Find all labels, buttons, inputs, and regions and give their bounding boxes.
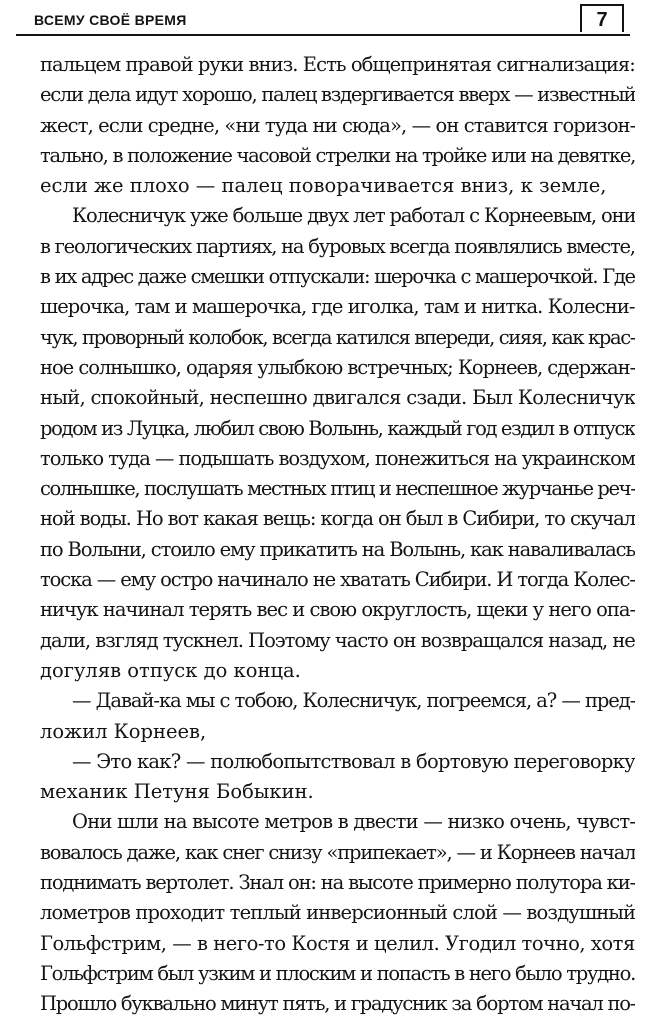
text-line: солнышке, послушать местных птиц и неспешное журчанье реч- <box>40 477 635 501</box>
text-line: чук, проворный колобок, всегда катился впереди, сияя, как крас- <box>40 325 635 349</box>
text-line: ничук начинал терять вес и свою округлость, щеки у него опа- <box>40 598 635 622</box>
page-number: 7 <box>580 4 624 32</box>
text-line: вовалось даже, как снег снизу «припекает», — и Корнеев начал <box>40 840 635 864</box>
text-line: если дела идут хорошо, палец вздергивается вверх — известный <box>40 83 635 107</box>
text-line: догуляв отпуск до конца. <box>40 658 301 682</box>
text-line: если же плохо — палец поворачивается вниз, к земле, <box>40 174 607 198</box>
running-title: ВСЕМУ СВОЁ ВРЕМЯ <box>34 12 187 28</box>
text-line: механик Петуня Бобыкин. <box>40 780 314 804</box>
text-line: шерочка, там и машерочка, где иголка, там и нитка. Колесни- <box>40 295 635 319</box>
text-line: ное солнышко, одаряя улыбкою встречных; Корнеев, сдержан- <box>40 355 635 379</box>
text-line: Прошло буквально минут пять, и градусник за бортом начал по- <box>40 992 635 1016</box>
text-line: ложил Корнеев, <box>40 719 207 743</box>
text-line: тоска — ему остро начинало не хватать Сибири. И тогда Колес- <box>40 568 635 592</box>
text-line: лометров проходит теплый инверсионный слой — воздушный <box>40 901 635 925</box>
text-line: поднимать вертолет. Знал он: на высоте примерно полутора ки- <box>40 871 635 895</box>
text-line: Гольфстрим, — в него-то Костя и целил. Угодил точно, хотя <box>40 931 635 955</box>
text-line: дали, взгляд тускнел. Поэтому часто он возвращался назад, не <box>40 628 635 652</box>
page-header <box>16 4 630 36</box>
text-line: жест, если средне, «ни туда ни сюда», — он ставится горизон- <box>40 113 635 137</box>
text-line: ный, спокойный, неспешно двигался сзади. Был Колесничук <box>40 386 635 410</box>
text-line: в их адрес даже смешки отпускали: шерочка с машерочкой. Где <box>40 265 635 289</box>
text-line: по Волыни, стоило ему прикатить на Волынь, как наваливалась <box>40 537 635 561</box>
text-line: — Это как? — полюбопытствовал в бортовую переговорку <box>72 749 635 773</box>
text-line: Колесничук уже больше двух лет работал с Корнеевым, они <box>72 204 635 228</box>
text-line: ной воды. Но вот какая вещь: когда он был в Сибири, то скучал <box>40 507 635 531</box>
body-text <box>40 50 635 1020</box>
text-line: — Давай-ка мы с тобою, Колесничук, погреемся, а? — пред- <box>72 689 635 713</box>
text-line: в геологических партиях, на буровых всегда появлялись вместе, <box>40 234 635 258</box>
text-line: пальцем правой руки вниз. Есть общепринятая сигнализация: <box>40 53 635 76</box>
text-line: родом из Луцка, любил свою Волынь, каждый год ездил в отпуск <box>40 416 635 440</box>
text-line: Они шли на высоте метров в двести — низко очень, чувст- <box>72 810 635 834</box>
text-line: тально, в положение часовой стрелки на тройке или на девятке, <box>40 143 635 167</box>
text-line: только туда — подышать воздухом, понежиться на украинском <box>40 446 635 470</box>
text-line: Гольфстрим был узким и плоским и попасть в него было трудно. <box>40 961 635 985</box>
